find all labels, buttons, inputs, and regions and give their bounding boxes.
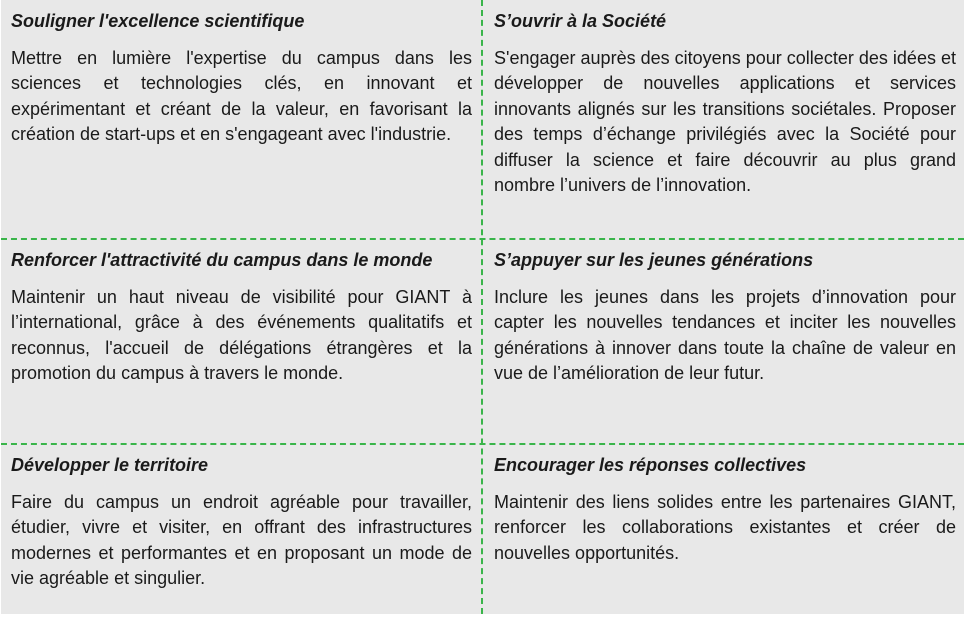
objective-cell-excellence (1, 0, 482, 239)
row-divider (1, 443, 964, 445)
objective-title: S’appuyer sur les jeunes générations (494, 250, 814, 270)
objective-cell-societe (482, 0, 964, 239)
objective-title: Renforcer l'attractivité du campus dans le monde (11, 250, 433, 270)
objective-title: S’ouvrir à la Société (494, 11, 667, 31)
objective-cell-territoire (1, 444, 482, 614)
objective-description: Maintenir un haut niveau de visibilité pour GIANT à l’international, grâce à des événements qualitatifs et reconnus, l'accueil de délégations étrangères et la promotion du campus à travers le monde. (11, 287, 472, 384)
objective-description: Maintenir des liens solides entre les partenaires GIANT, renforcer les collaborations existantes et créer de nouvelles opportunités. (494, 492, 956, 563)
objective-title: Souligner l'excellence scientifique (11, 11, 305, 31)
objective-cell-attractivite (1, 239, 482, 444)
objective-title: Développer le territoire (11, 455, 209, 475)
row-divider (1, 238, 964, 240)
objective-cell-collectives (482, 444, 964, 614)
objective-description: Faire du campus un endroit agréable pour travailler, étudier, vivre et visiter, en offrant des infrastructures modernes et performantes et en proposant un mode de vie agréable et singulier. (11, 492, 472, 589)
objective-title: Encourager les réponses collectives (494, 455, 807, 475)
objective-description: S'engager auprès des citoyens pour collecter des idées et développer de nouvelles applications et services innovants alignés sur les transitions sociétales. Proposer des temps d’échange privilégiés avec la Société pour diffuser la science et faire découvrir au plus grand nombre l’univers de l’innovation. (494, 48, 956, 196)
objectives-table (1, 0, 964, 614)
objective-cell-jeunes (482, 239, 964, 444)
objective-description: Mettre en lumière l'expertise du campus dans les sciences et technologies clés, en innovant et expérimentant et créant de la valeur, en favorisant la création de start-ups et en s'engageant avec l'industrie. (11, 48, 472, 145)
column-divider (481, 0, 483, 614)
objective-description: Inclure les jeunes dans les projets d’innovation pour capter les nouvelles tendances et inciter les nouvelles générations à innover dans toute la chaîne de valeur en vue de l’amélioration de leur futur. (494, 287, 956, 384)
